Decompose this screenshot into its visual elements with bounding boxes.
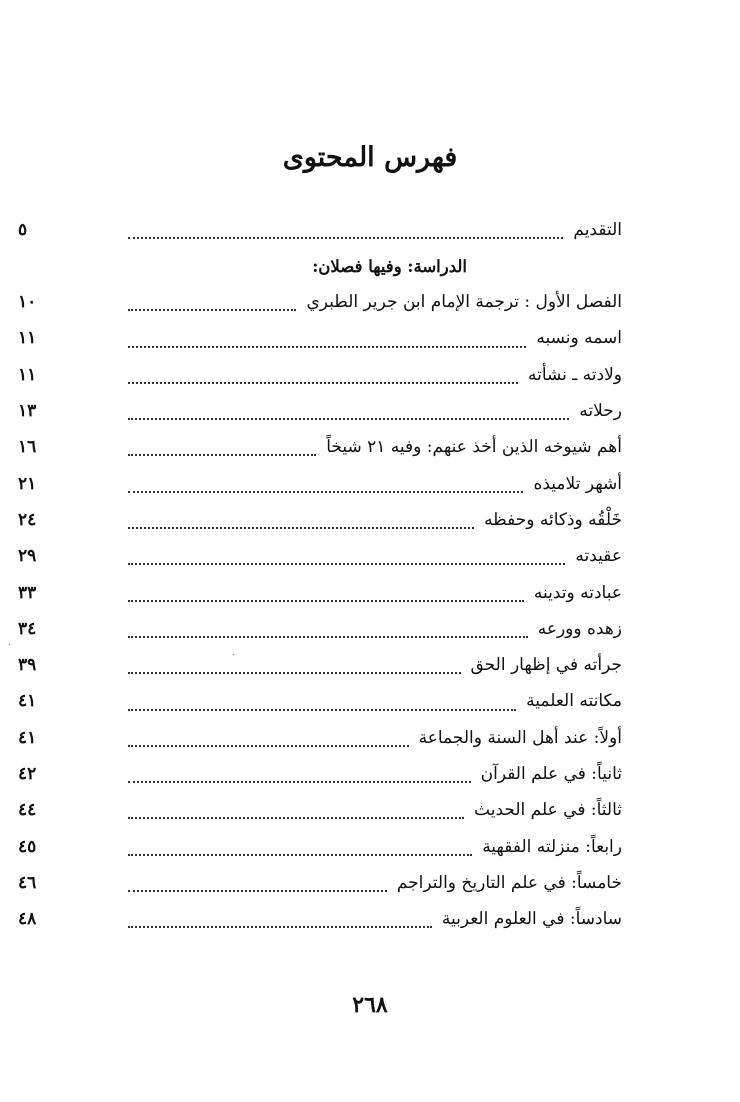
- toc-entry[interactable]: [18, 828, 622, 864]
- dot-leader: [128, 418, 569, 420]
- toc-entry-label: ولادته ـ نشأته: [527, 364, 622, 385]
- page-title: فهرس المحتوى: [282, 142, 458, 173]
- toc-entry[interactable]: [18, 683, 622, 719]
- toc-entry-page-number: ٣٤: [18, 618, 37, 639]
- toc-entry-page-number: ٤١: [18, 691, 37, 712]
- toc-entry[interactable]: [18, 792, 622, 828]
- page-number: ٢٦٨: [352, 992, 388, 1018]
- dot-leader: [128, 382, 518, 384]
- margin-speck: ·: [232, 650, 236, 661]
- toc-entry[interactable]: [18, 901, 622, 937]
- toc-entry[interactable]: [18, 212, 622, 248]
- toc-entry-label: رحلاته: [579, 401, 622, 422]
- toc-entry-label: اسمه ونسبه: [536, 328, 622, 349]
- toc-entry-page-number: ٤٢: [18, 764, 37, 784]
- toc-entry-page-number: ٤٥: [18, 836, 37, 857]
- toc-entry-page-number: ١١: [18, 364, 37, 385]
- dot-leader: [128, 817, 464, 819]
- toc-entry[interactable]: [18, 538, 622, 574]
- dot-leader: [128, 454, 316, 456]
- toc-entry-label: خَلْقُه وذكائه وحفظه: [484, 509, 622, 530]
- toc-entry[interactable]: [18, 720, 622, 756]
- toc-entry-label: أهم شيوخه الذين أخذ عنهم: وفيه ٢١ شيخاً: [326, 437, 622, 458]
- toc-entry[interactable]: [18, 756, 622, 792]
- toc-entry-label: جرأته في إظهار الحق: [470, 655, 622, 676]
- toc-entry-page-number: ٤٤: [18, 800, 37, 821]
- margin-speck: ·: [8, 640, 12, 651]
- toc-entry-label: سادساً: في العلوم العربية: [441, 909, 622, 930]
- toc-entry-label: ثانياً: في علم القرآن: [480, 764, 622, 784]
- toc-section-heading: الدراسة: وفيها فصلان:: [312, 256, 467, 276]
- toc-entry-page-number: ٤١: [18, 727, 37, 748]
- toc-entry-label: زهده وورعه: [537, 618, 622, 639]
- toc-entry[interactable]: [18, 574, 622, 610]
- toc-entry[interactable]: [18, 502, 622, 538]
- toc-entry-label: عقيدته: [575, 546, 622, 567]
- toc-entry-label: الفصل الأول : ترجمة الإمام ابن جرير الطبري: [306, 292, 622, 313]
- dot-leader: [128, 237, 563, 239]
- dot-leader: [128, 600, 524, 602]
- toc-entry-label: أولاً: عند أهل السنة والجماعة: [418, 727, 622, 748]
- dot-leader: [128, 672, 461, 674]
- toc-entry-page-number: ٢٩: [18, 546, 37, 567]
- toc-entry[interactable]: [18, 465, 622, 501]
- toc-entry[interactable]: [18, 865, 622, 901]
- toc-entry[interactable]: [18, 284, 622, 320]
- toc-entry[interactable]: [18, 393, 622, 429]
- toc-entry[interactable]: [18, 357, 622, 393]
- dot-leader: [128, 491, 523, 493]
- toc-entry-label: عبادته وتدينه: [533, 582, 622, 603]
- dot-leader: [128, 309, 296, 311]
- dot-leader: [128, 346, 526, 348]
- toc-entry[interactable]: [18, 647, 622, 683]
- dot-leader: [128, 636, 528, 638]
- toc-entry-page-number: ١٠: [18, 292, 37, 313]
- toc-entry-label: أشهر تلاميذه: [533, 473, 622, 494]
- dot-leader: [128, 709, 516, 711]
- toc-entry[interactable]: [18, 429, 622, 465]
- toc-entry-page-number: ٣٩: [18, 655, 37, 676]
- toc-entry-page-number: ٢٤: [18, 509, 37, 530]
- dot-leader: [128, 527, 474, 529]
- toc-entry-label: مكانته العلمية: [526, 691, 622, 712]
- toc-entry[interactable]: [18, 320, 622, 356]
- dot-leader: [128, 926, 432, 928]
- toc-entry-label: التقديم: [573, 220, 622, 240]
- dot-leader: [128, 745, 409, 747]
- toc-entry-page-number: ٤٦: [18, 872, 37, 893]
- toc-entry-page-number: ٤٨: [18, 909, 37, 930]
- toc-entry-page-number: ٥: [18, 220, 28, 240]
- toc-entry-label: خامساً: في علم التاريخ والتراجم: [396, 872, 622, 893]
- toc-entry-page-number: ١٣: [18, 401, 37, 422]
- toc-entry-page-number: ٣٣: [18, 582, 37, 603]
- toc-entry-page-number: ١١: [18, 328, 37, 349]
- table-of-contents: [18, 212, 622, 937]
- toc-entry-label: ثالثاً: في علم الحديث: [474, 800, 622, 821]
- dot-leader: [128, 563, 565, 565]
- toc-entry-label: رابعاً: منزلته الفقهية: [482, 836, 622, 857]
- dot-leader: [128, 890, 387, 892]
- toc-entry-page-number: ٢١: [18, 473, 37, 494]
- dot-leader: [128, 781, 471, 783]
- toc-entry-page-number: ١٦: [18, 437, 37, 458]
- toc-entry[interactable]: [18, 611, 622, 647]
- dot-leader: [128, 854, 472, 856]
